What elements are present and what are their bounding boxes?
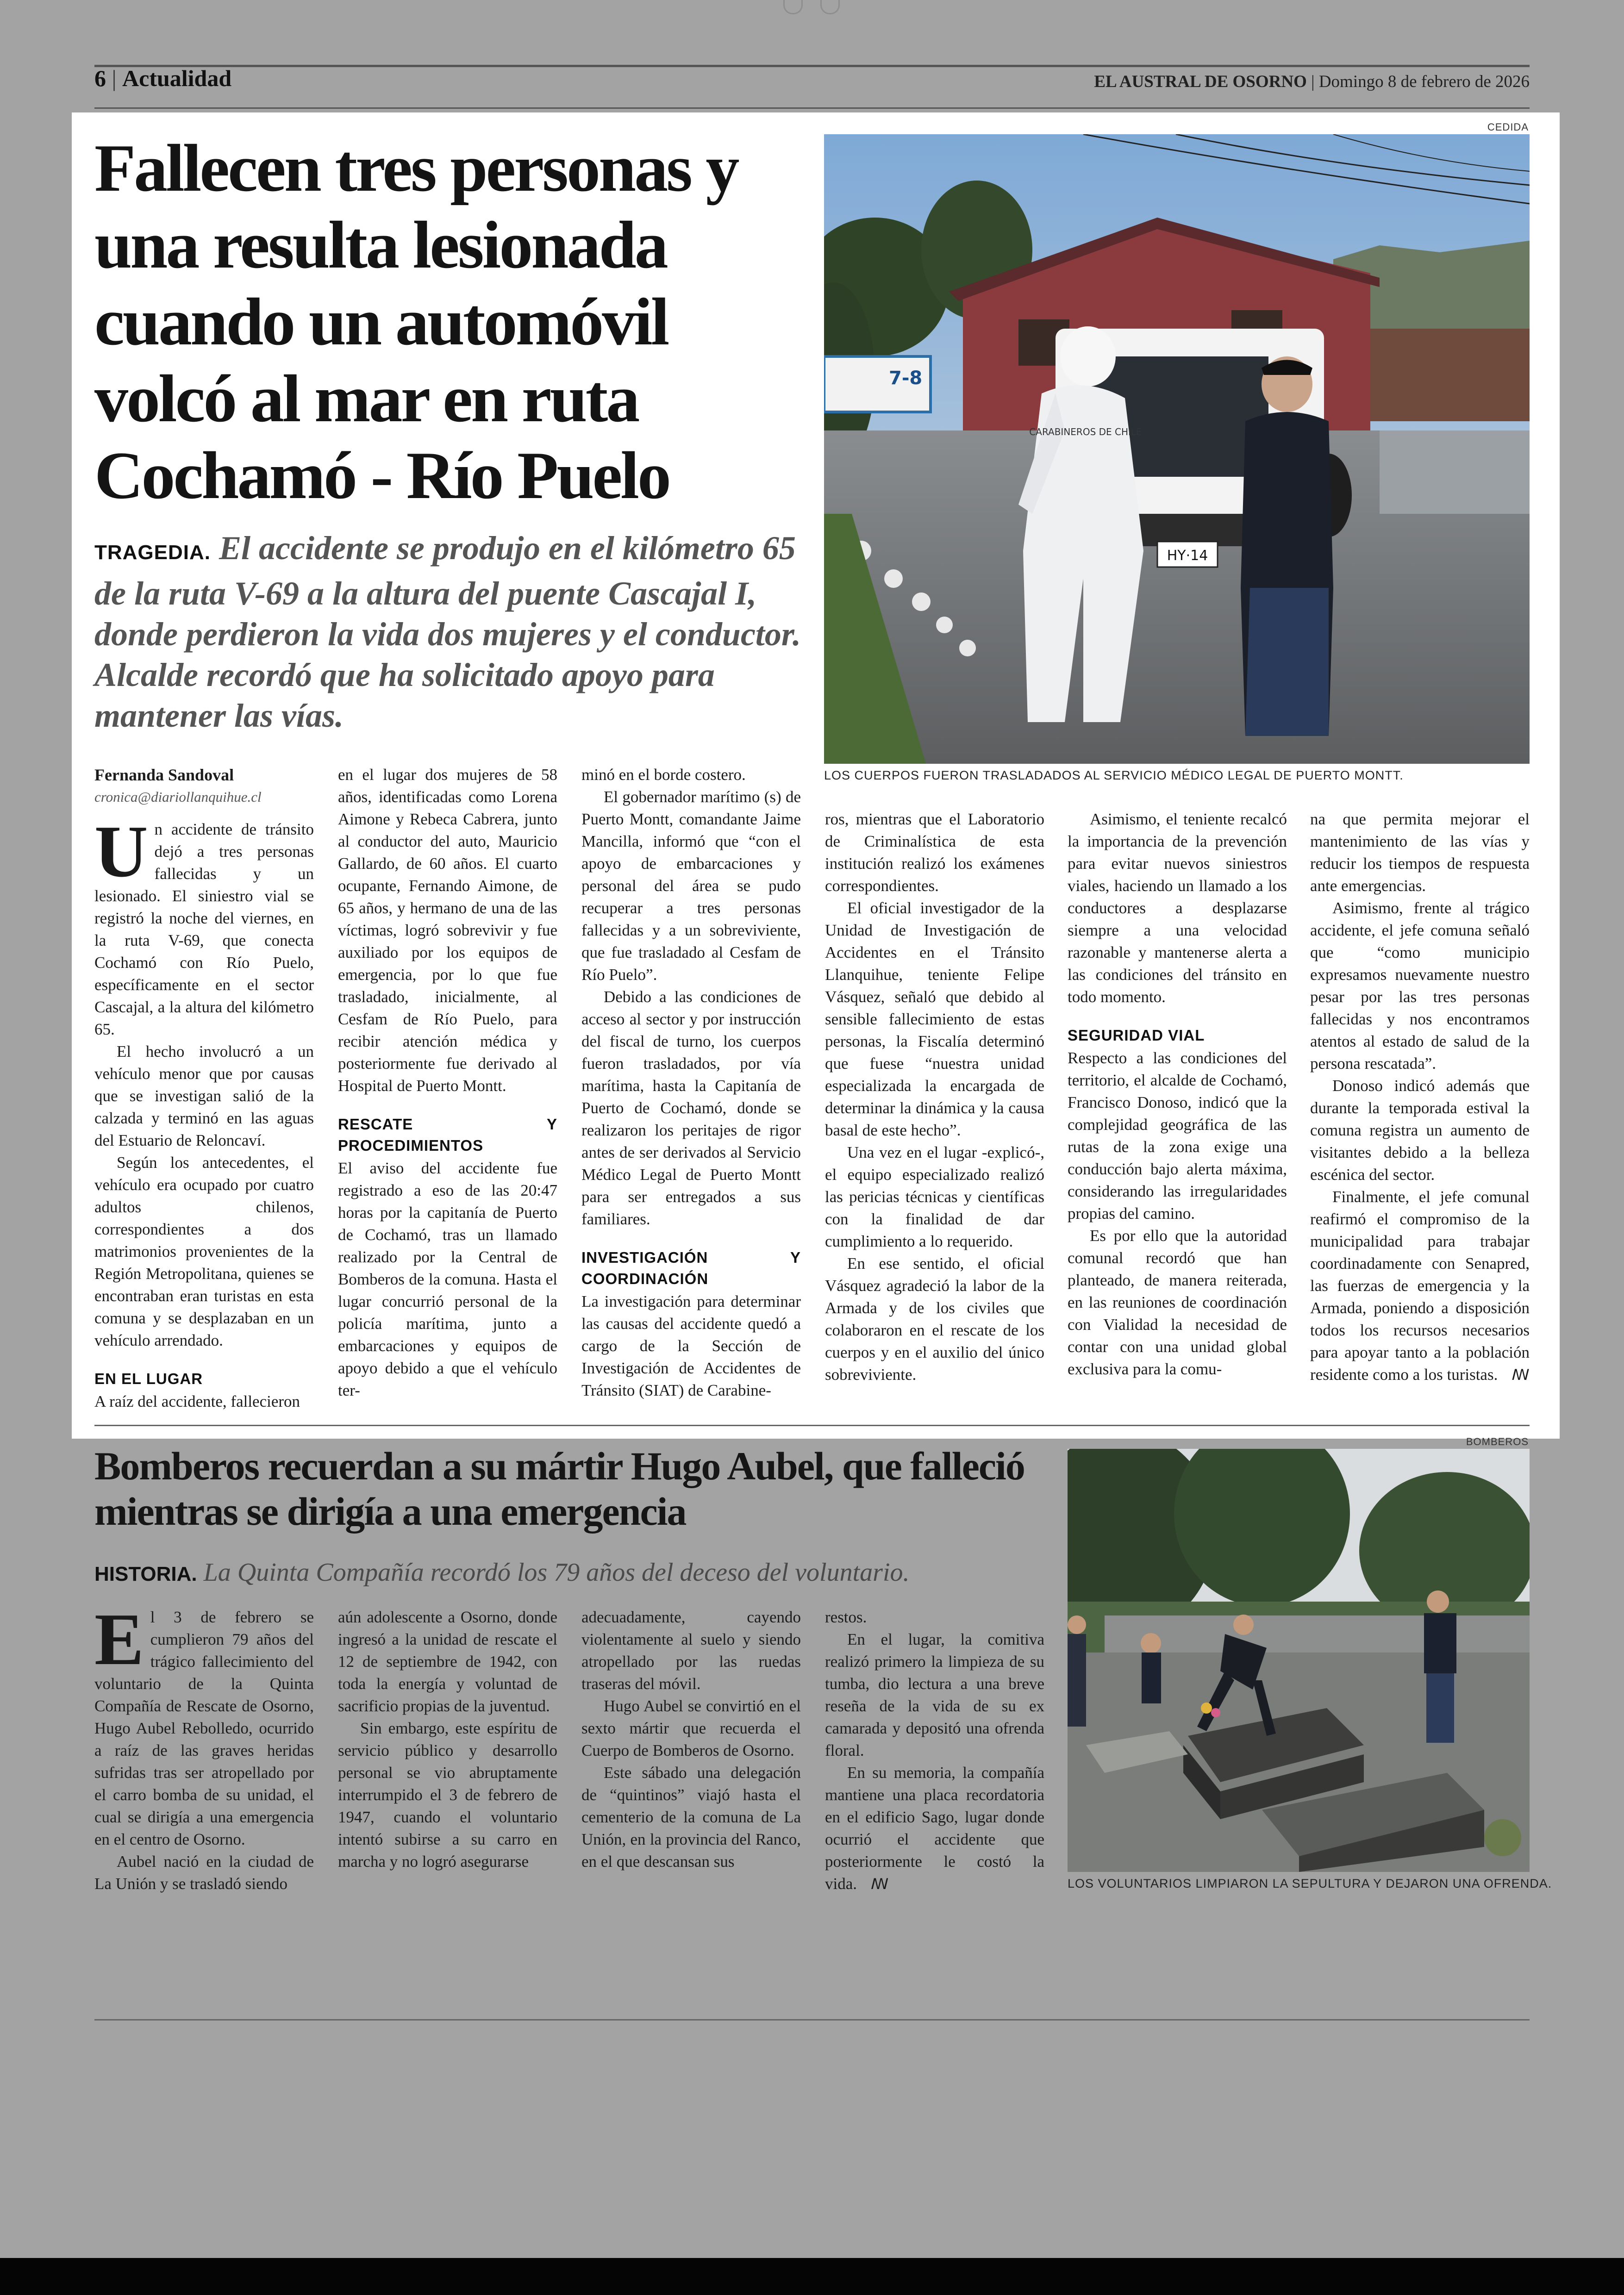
article1-column-5 xyxy=(1068,808,1287,1380)
article1-paragraph: Un accidente de tránsito dejó a tres personas fallecidas y un lesionado. El siniestro vial se registró la noche del viernes, en la ruta V-69, que conecta Cochamó con Río Puelo, específicamente en el sector Cascajal, a la altura del kilómetro 65. xyxy=(94,810,314,1038)
photo-sign-text: 7-8 xyxy=(889,368,923,389)
author-email[interactable]: cronica@diariollanquihue.cl xyxy=(94,789,262,805)
pager-next-icon[interactable] xyxy=(820,0,840,14)
article1-paragraph: en el lugar dos mujeres de 58 años, identificadas como Lorena Aimone y Rebeca Cabrera, junto al conductor del auto, Mauricio Gallardo, de 60 años. El cuarto ocupante, Fernando Aimone, de 65 años, y hermano de una de las víctimas, logró sobrevivir y fue auxiliado por los equipos de emergencia, por lo que fue trasladado, inicialmente, al Cesfam de Río Puelo, para recibir atención médica y posteriormente fue derivado al Hospital de Puerto Montt. xyxy=(338,766,557,1095)
page-section-label: 6 | Actualidad xyxy=(94,65,232,91)
section-name: Actualidad xyxy=(122,65,232,91)
article1-paragraph: El gobernador marítimo (s) de Puerto Montt, comandante Jaime Mancilla, informó que “con el apoyo de embarcaciones y personal del área se pudo recuperar a tres personas fallecidas y a un sobreviviente, que fue trasladado al Cesfam de Río Puelo”. xyxy=(581,788,801,984)
header-bottom-rule xyxy=(94,107,1530,109)
issue-date: Domingo 8 de febrero de 2026 xyxy=(1318,72,1530,91)
main-headline: Fallecen tres personas y una resulta lesionada cuando un automóvil volcó al mar en ruta Cochamó - Río Puelo xyxy=(94,131,738,513)
drop-cap-2: E xyxy=(94,1598,144,1680)
article2-paragraph: Este sábado una delegación de “quintinos” viajó hasta el cementerio de la comuna de La Unión, en la provincia del Ranco, en el que descansan sus xyxy=(581,1764,801,1871)
lead-kicker: TRAGEDIA. xyxy=(94,541,211,564)
end-mark-icon: ꟿ xyxy=(871,1875,889,1893)
article2-paragraph: restos. xyxy=(825,1608,867,1626)
article1-paragraph: Debido a las condiciones de acceso al sector y por instrucción del fiscal de turno, los cuerpos fueron trasladados, por vía marítima, hasta la Capitanía de Puerto de Cochamó, donde se realizaron los peritajes de rigor antes de ser derivados al Servicio Médico Legal de Puerto Montt para ser entregados a sus familiares. xyxy=(581,988,801,1228)
photo-plate-text: HY·14 xyxy=(1167,548,1208,564)
lead2-kicker: HISTORIA. xyxy=(94,1563,197,1585)
article2-paragraph: aún adolescente a Osorno, donde ingresó a la unidad de rescate el 12 de septiembre de 1942, con toda la energía y voluntad de sacrificio propias de la juventud. xyxy=(338,1608,557,1715)
article1-paragraph: El hecho involucró a un vehículo menor que por causas que se investigan salió de la calzada y terminó en las aguas del Estuario de Reloncaví. xyxy=(94,1042,314,1149)
subhead-investigacion: INVESTIGACIÓN Y COORDINACIÓN xyxy=(581,1249,801,1287)
article2-paragraph: En el lugar, la comitiva realizó primero la limpieza de su tumba, dio lectura a una breve reseña de la vida de su ex camarada y depositó una ofrenda floral. xyxy=(825,1630,1044,1759)
lead-text: El accidente se produjo en el kilómetro 65 de la ruta V-69 a la altura del puente Cascajal I, donde perdieron la vida dos mujeres y el conductor. Alcalde recordó que ha solicitado apoyo para mantener las vías. xyxy=(94,530,801,734)
newspaper-masthead: EL AUSTRAL DE OSORNO | Domingo 8 de febrero de 2026 xyxy=(1094,72,1530,91)
article2-column-2 xyxy=(338,1606,557,1873)
subhead-seguridad: SEGURIDAD VIAL xyxy=(1068,1027,1205,1044)
article1-paragraph: El oficial investigador de la Unidad de Investigación de Accidentes en el Tránsito Llanquihue, teniente Felipe Vásquez, señaló que debido al sensible fallecimiento de estas personas, la Fiscalía determinó que fuese “nuestra unidad especializada la encargada de determinar la dinámica y la causa basal de este hecho”. xyxy=(825,899,1044,1139)
article1-column-4 xyxy=(825,808,1044,1386)
article2-column-3 xyxy=(581,1606,801,1873)
article1-paragraph: Según los antecedentes, el vehículo era ocupado por cuatro adultos chilenos, correspondientes a dos matrimonios provenientes de la Región Metropolitana, quienes se encontraban eran turistas en esta comuna y se desplazaban en un vehículo arrendado. xyxy=(94,1154,314,1349)
article1-paragraph: Asimismo, frente al trágico accidente, el jefe comuna señaló que “como municipio expresamos nuevamente nuestro pesar por las tres personas fallecidas y nos encontramos atentos al estado de salud de la persona rescatada”. xyxy=(1310,899,1530,1073)
article2-paragraph: Hugo Aubel se convirtió en el sexto mártir que recuerda el Cuerpo de Bomberos de Osorno. xyxy=(581,1697,801,1759)
second-lead xyxy=(94,1558,910,1587)
second-photo-illustration xyxy=(1068,1449,1530,1872)
article2-paragraph: En su memoria, la compañía mantiene una placa recordatoria en el edificio Sago, lugar donde ocurrió el accidente que posteriormente le costó la vida. ꟿ xyxy=(825,1764,1044,1893)
second-photo-caption: LOS VOLUNTARIOS LIMPIARON LA SEPULTURA Y DEJARON UNA OFRENDA. xyxy=(1068,1877,1552,1890)
main-lead xyxy=(94,528,807,736)
subhead-en-el-lugar: EN EL LUGAR xyxy=(94,1370,203,1387)
article1-paragraph: La investigación para determinar las causas del accidente quedó a cargo de la Sección de Investigación de Accidentes de Tránsito (SIAT) de Carabine- xyxy=(581,1292,801,1399)
article1-paragraph: A raíz del accidente, fallecieron xyxy=(94,1392,300,1410)
article2-paragraph: adecuadamente, cayendo violentamente al suelo y siendo atropellado por las ruedas traseras del móvil. xyxy=(581,1608,801,1693)
article1-column-2 xyxy=(338,764,557,1402)
article1-paragraph: Es por ello que la autoridad comunal recordó que han planteado, de manera reiterada, en las reuniones de coordinación con Vialidad la necesidad de contar con una unidad global exclusiva para la comu- xyxy=(1068,1227,1287,1378)
main-photo xyxy=(824,134,1530,764)
pager-prev-icon[interactable] xyxy=(783,0,803,14)
main-photo-caption: LOS CUERPOS FUERON TRASLADADOS AL SERVICIO MÉDICO LEGAL DE PUERTO MONTT. xyxy=(824,768,1404,782)
page-number: 6 xyxy=(94,65,106,91)
newspaper-name: EL AUSTRAL DE OSORNO xyxy=(1094,72,1307,91)
photo2-credit: BOMBEROS xyxy=(1466,1436,1529,1447)
article1-paragraph: En ese sentido, el oficial Vásquez agradeció la labor de la Armada y de los civiles que colaboraron en el rescate de los cuerpos y en el auxilio del único sobreviviente. xyxy=(825,1254,1044,1384)
article2-paragraph: Aubel nació en la ciudad de La Unión y se trasladó siendo xyxy=(94,1852,314,1893)
article1-column-6 xyxy=(1310,808,1530,1386)
article2-paragraph: El 3 de febrero se cumplieron 79 años del trágico fallecimiento del voluntario de la Quinta Compañía de Rescate de Osorno, Hugo Aubel Rebolledo, ocurrido a raíz de las graves heridas sufridas tras ser atropellado por el carro bomba de su unidad, el cual se dirigía a una emergencia en el centro de Osorno. xyxy=(94,1598,314,1848)
viewer-bottom-bar xyxy=(0,2258,1624,2295)
lead2-text: La Quinta Compañía recordó los 79 años del deceso del voluntario. xyxy=(203,1558,910,1587)
header-top-rule xyxy=(94,65,1530,67)
second-photo xyxy=(1068,1449,1530,1872)
article1-paragraph: ros, mientras que el Laboratorio de Criminalística de esta institución realizó los exámenes correspondientes. xyxy=(825,810,1044,895)
article2-paragraph: Sin embargo, este espíritu de servicio público y desarrollo personal se vio abruptamente interrumpido el 3 de febrero de 1947, cuando el voluntario intentó subirse a su carro en marcha y no logró asegurarse xyxy=(338,1719,557,1871)
article2-column-4 xyxy=(825,1606,1044,1895)
drop-cap: U xyxy=(94,810,148,892)
subhead-rescate: RESCATE Y PROCEDIMIENTOS xyxy=(338,1116,557,1154)
article1-paragraph: Finalmente, el jefe comunal reafirmó el compromiso de la municipalidad para trabajar coordinadamente con Senapred, las fuerzas de emergencia y la Armada, poniendo a disposición todos los recursos necesarios para apoyar tanto a la población residente como a los turistas. ꟿ xyxy=(1310,1188,1530,1384)
article1-paragraph: Respecto a las condiciones del territorio, el alcalde de Cochamó, Francisco Donoso, indicó que la complejidad geográfica de las rutas de la zona exige una conducción bajo alerta máxima, considerando las irregularidades propias del camino. xyxy=(1068,1049,1287,1222)
article1-column-1 xyxy=(94,764,314,1413)
second-headline: Bomberos recuerdan a su mártir Hugo Aubel, que falleció mientras se dirigía a una emergencia xyxy=(94,1444,1024,1534)
author-name: Fernanda Sandoval xyxy=(94,766,234,784)
article2-column-1 xyxy=(94,1598,314,1895)
article1-column-3 xyxy=(581,764,801,1402)
bottom-separator xyxy=(94,2019,1530,2021)
article1-paragraph: Una vez en el lugar -explicó-, el equipo especializado realizó las pericias técnicas y científicas con la finalidad de dar cumplimiento a lo requerido. xyxy=(825,1143,1044,1250)
article1-paragraph: Asimismo, el teniente recalcó la importancia de la prevención para evitar nuevos siniestros viales, haciendo un llamado a los conductores a desplazarse siempre a una velocidad razonable y mantenerse alerta a las condiciones del tránsito en todo momento. xyxy=(1068,810,1287,1006)
article1-paragraph: na que permita mejorar el mantenimiento de las vías y reducir los tiempos de respuesta ante emergencias. xyxy=(1310,810,1530,895)
article1-paragraph: minó en el borde costero. xyxy=(581,766,746,784)
main-photo-illustration xyxy=(824,134,1530,764)
end-mark-icon: ꟿ xyxy=(1512,1366,1530,1384)
photo-credit: CEDIDA xyxy=(1487,121,1529,133)
photo-suit-text: CARABINEROS DE CHILE xyxy=(1029,426,1142,437)
article1-paragraph: Donoso indicó además que durante la temporada estival la comuna registra un aumento de visitantes debido a la belleza escénica del sector. xyxy=(1310,1077,1530,1184)
article-separator xyxy=(94,1425,1530,1426)
article1-paragraph: El aviso del accidente fue registrado a eso de las 20:47 horas por la capitanía de Puerto de Cochamó, tras un llamado realizado por la Central de Bomberos de la comuna. Hasta el lugar concurrió personal de la policía marítima, junto a embarcaciones y equipos de apoyo debido a que el vehículo ter- xyxy=(338,1159,557,1399)
